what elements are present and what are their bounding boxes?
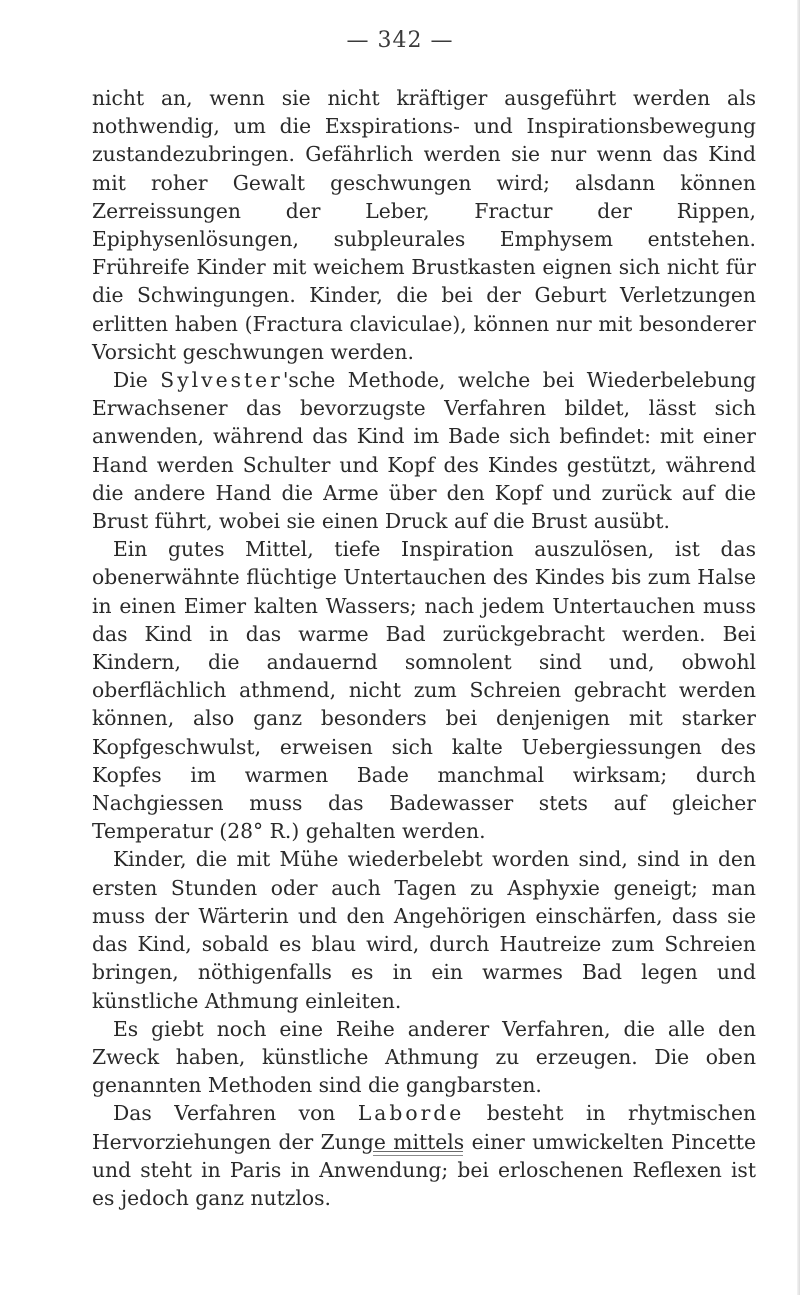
paragraph-text: Die — [113, 368, 161, 393]
author-name-sylvester: Sylvester — [160, 368, 283, 393]
paragraph: Kinder, die mit Mühe wiederbelebt worden sind, sind in den ersten Stunden oder auch Tagen zu Asphyxie geneigt; man muss der Wärterin und den Angehörigen einschärfen, dass sie das Kind, sobald es blau wird, durch Hautreize zum Schreien bringen, nöthigenfalls es in ein warmes Bad legen und künstliche Athmung einleiten. — [92, 847, 756, 1013]
page-number: — 342 — — [346, 28, 454, 53]
paragraph: nicht an, wenn sie nicht kräftiger ausgeführt werden als nothwendig, um die Exspirations- und Inspirationsbewegung zustandezubringen. Gefährlich werden sie nur wenn das Kind mit roher Gewalt geschwungen wird; alsdann können Zerreissungen der Leber, Fractur der Rippen, Epiphysenlösungen, subpleurales Emphysem entstehen. Frühreife Kinder mit weichem Brustkasten eignen sich nicht für die Schwingungen. Kinder, die bei der Geburt Verletzungen erlitten haben (Fractura claviculae), können nur mit besonderer Vorsicht geschwungen werden. — [92, 86, 756, 364]
paragraph: Ein gutes Mittel, tiefe Inspiration auszulösen, ist das obenerwähnte flüchtige Untertauchen des Kindes bis zum Halse in einen Eimer kalten Wassers; nach jedem Untertauchen muss das Kind in das warme Bad zurückgebracht werden. Bei Kindern, die andauernd somnolent sind und, obwohl oberflächlich athmend, nicht zum Schreien gebracht werden können, also ganz besonders bei denjenigen mit starker Kopfgeschwulst, erweisen sich kalte Uebergiessungen des Kopfes im warmen Bade manchmal wirksam; durch Nachgiessen muss das Badewasser stets auf gleicher Temperatur (28° R.) gehalten werden. — [92, 537, 756, 844]
author-name-laborde: Laborde — [357, 1101, 465, 1126]
section-end-rule — [373, 1151, 463, 1152]
paragraph-text: 'sche Methode, welche bei Wiederbelebung Erwachsener das bevorzugste Verfahren bildet, lässt sich anwenden, während das Kind im Bade sich befindet: mit einer Hand werden Schulter und Kopf des Kindes gestützt, während die andere Hand die Arme über den Kopf und zurück auf die Brust führt, wobei sie einen Druck auf die Brust ausübt. — [92, 368, 756, 534]
body-text — [92, 84, 756, 1212]
paragraph-text: besteht in rhytmischen Hervorziehungen der Zunge mittels einer umwickelten Pincette und steht in Paris in Anwendung; bei erloschenen Reflexen ist es jedoch ganz nutzlos. — [92, 1101, 757, 1210]
paragraph — [92, 366, 756, 535]
paragraph-text: Das Verfahren von — [113, 1101, 358, 1126]
paragraph: Es giebt noch eine Reihe anderer Verfahren, die alle den Zweck haben, künstliche Athmung zu erzeugen. Die oben genannten Methoden sind die gangbarsten. — [92, 1016, 756, 1098]
